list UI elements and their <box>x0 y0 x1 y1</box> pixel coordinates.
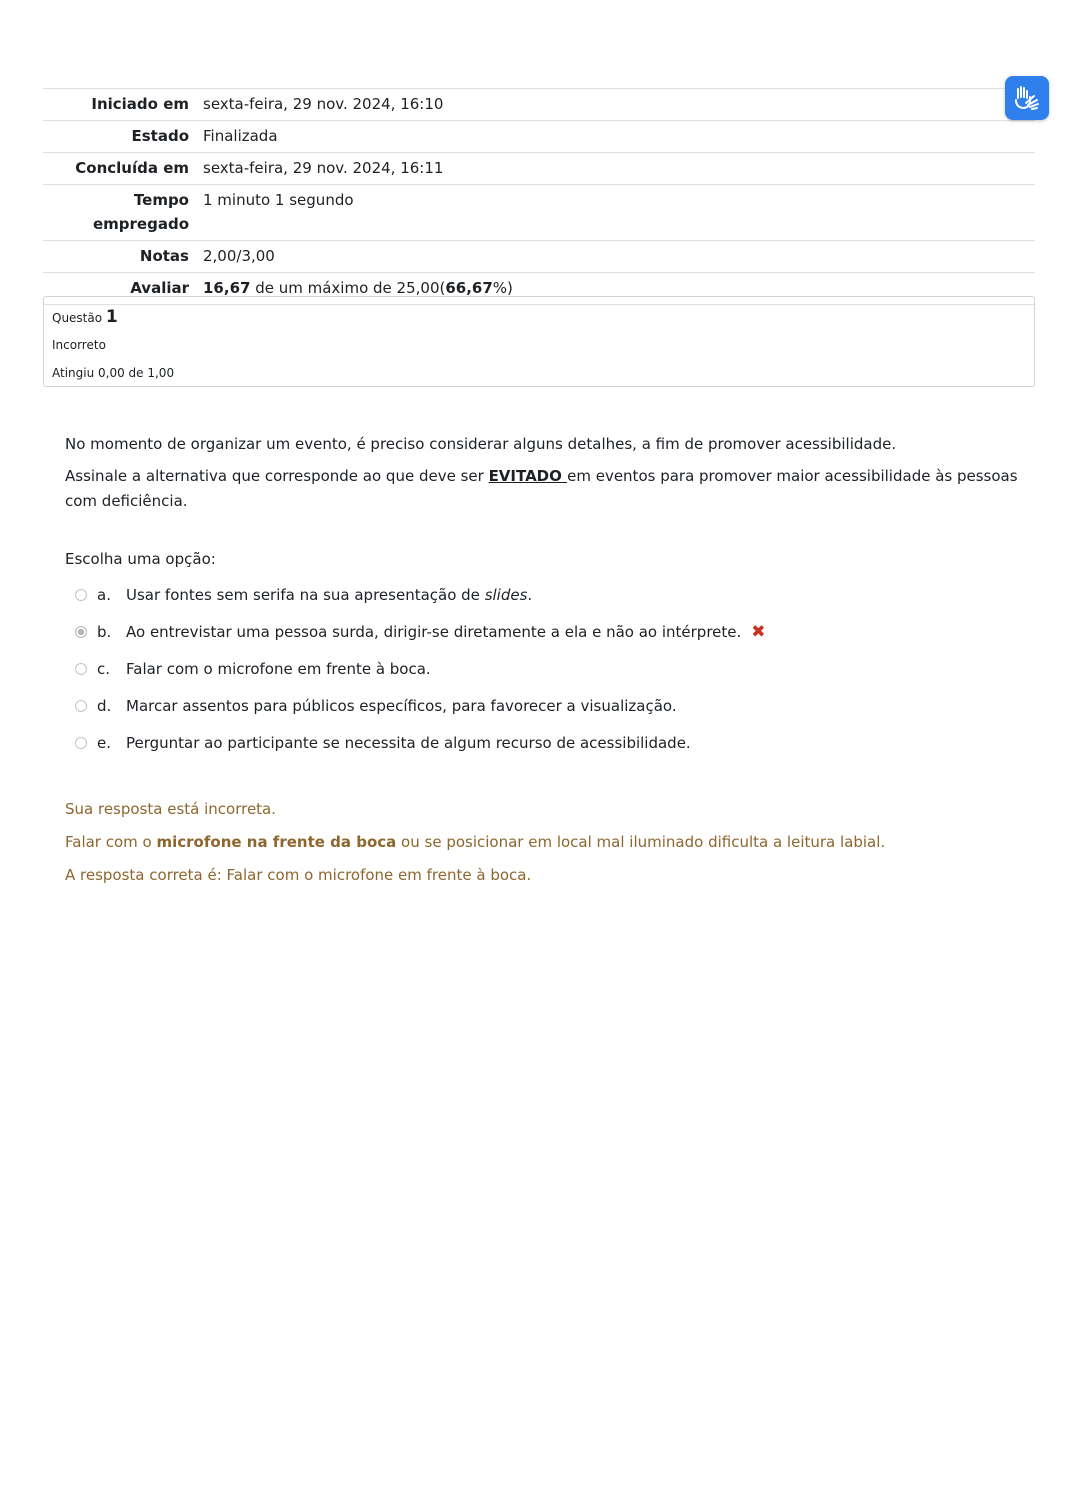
explanation-bold: microfone na frente da boca <box>156 833 397 851</box>
summary-value: 1 minuto 1 segundo <box>197 185 1035 241</box>
feedback-box <box>65 797 1025 896</box>
summary-value: sexta-feira, 29 nov. 2024, 16:11 <box>197 153 1035 185</box>
option-letter: a. <box>97 585 111 604</box>
question-text: No momento de organizar um evento, é preciso considerar alguns detalhes, a fim de promover acessibilidade. <box>65 435 897 453</box>
answer-prompt: Escolha uma opção: <box>65 550 216 568</box>
radio-button[interactable] <box>75 700 87 712</box>
question-number-value: 1 <box>105 307 118 327</box>
attempt-summary-table <box>43 88 1035 305</box>
radio-button[interactable] <box>75 589 87 601</box>
instruction-emphasis: EVITADO <box>488 467 568 485</box>
sign-language-hands-icon <box>1012 84 1042 112</box>
option-text-main: Usar fontes sem serifa na sua apresentação de <box>126 585 485 604</box>
option-letter: b. <box>97 622 112 641</box>
summary-value: Finalizada <box>197 121 1035 153</box>
answer-option-c[interactable] <box>65 650 1025 687</box>
grade-score: 16,67 <box>203 279 251 297</box>
summary-label: Avaliar <box>43 273 197 305</box>
option-text <box>126 586 532 604</box>
grade-percent: 66,67 <box>445 279 493 297</box>
summary-row-state <box>43 121 1035 153</box>
question-info-box <box>43 296 1035 387</box>
radio-button[interactable] <box>75 663 87 675</box>
explanation-after: ou se posicionar em local mal iluminado dificulta a leitura labial. <box>396 833 886 851</box>
answer-option-e[interactable] <box>65 724 1025 761</box>
option-text-italic: slides <box>484 585 528 604</box>
answer-option-d[interactable] <box>65 687 1025 724</box>
option-text: Perguntar ao participante se necessita de algum recurso de acessibilidade. <box>126 733 691 752</box>
explanation-before: Falar com o <box>65 833 157 851</box>
question-instruction <box>65 464 1025 514</box>
instruction-before: Assinale a alternativa que corresponde ao que deve ser <box>65 467 489 485</box>
summary-label: Tempo empregado <box>43 185 197 241</box>
question-number <box>52 303 1026 331</box>
summary-label: Concluída em <box>43 153 197 185</box>
option-text: Ao entrevistar uma pessoa surda, dirigir-se diretamente a ela e não ao intérprete. <box>126 622 742 641</box>
feedback-incorrect: Sua resposta está incorreta. <box>65 800 277 818</box>
summary-label: Iniciado em <box>43 89 197 121</box>
summary-row-time-taken <box>43 185 1035 241</box>
answer-option-a[interactable] <box>65 576 1025 613</box>
summary-label: Notas <box>43 241 197 273</box>
radio-button[interactable] <box>75 737 87 749</box>
grade-end: %) <box>492 279 513 297</box>
option-text-suffix: . <box>527 585 533 604</box>
grade-middle: de um máximo de 25,00( <box>250 279 446 297</box>
option-text: Falar com o microfone em frente à boca. <box>126 659 431 678</box>
answer-option-b[interactable] <box>65 613 1025 650</box>
summary-row-marks <box>43 241 1035 273</box>
instruction-after: em eventos para promover maior acessibilidade às pessoas com deficiência. <box>65 467 1018 510</box>
question-mark: Atingiu 0,00 de 1,00 <box>52 366 175 380</box>
summary-label: Estado <box>43 121 197 153</box>
feedback-explanation <box>65 830 1025 855</box>
summary-value: sexta-feira, 29 nov. 2024, 16:10 <box>197 89 1035 121</box>
question-state: Incorreto <box>52 338 106 352</box>
incorrect-x-icon: ✖ <box>751 621 766 642</box>
question-content <box>65 432 1025 761</box>
accessibility-button[interactable] <box>1005 76 1049 120</box>
option-letter: c. <box>97 659 111 678</box>
summary-row-completed <box>43 153 1035 185</box>
option-letter: d. <box>97 696 112 715</box>
summary-row-started <box>43 89 1035 121</box>
summary-value: 2,00/3,00 <box>197 241 1035 273</box>
feedback-correct-answer: A resposta correta é: Falar com o microfone em frente à boca. <box>65 866 532 884</box>
radio-button-selected[interactable] <box>75 626 87 638</box>
option-letter: e. <box>97 733 111 752</box>
option-text: Marcar assentos para públicos específicos, para favorecer a visualização. <box>126 696 677 715</box>
question-label: Questão <box>52 311 103 325</box>
